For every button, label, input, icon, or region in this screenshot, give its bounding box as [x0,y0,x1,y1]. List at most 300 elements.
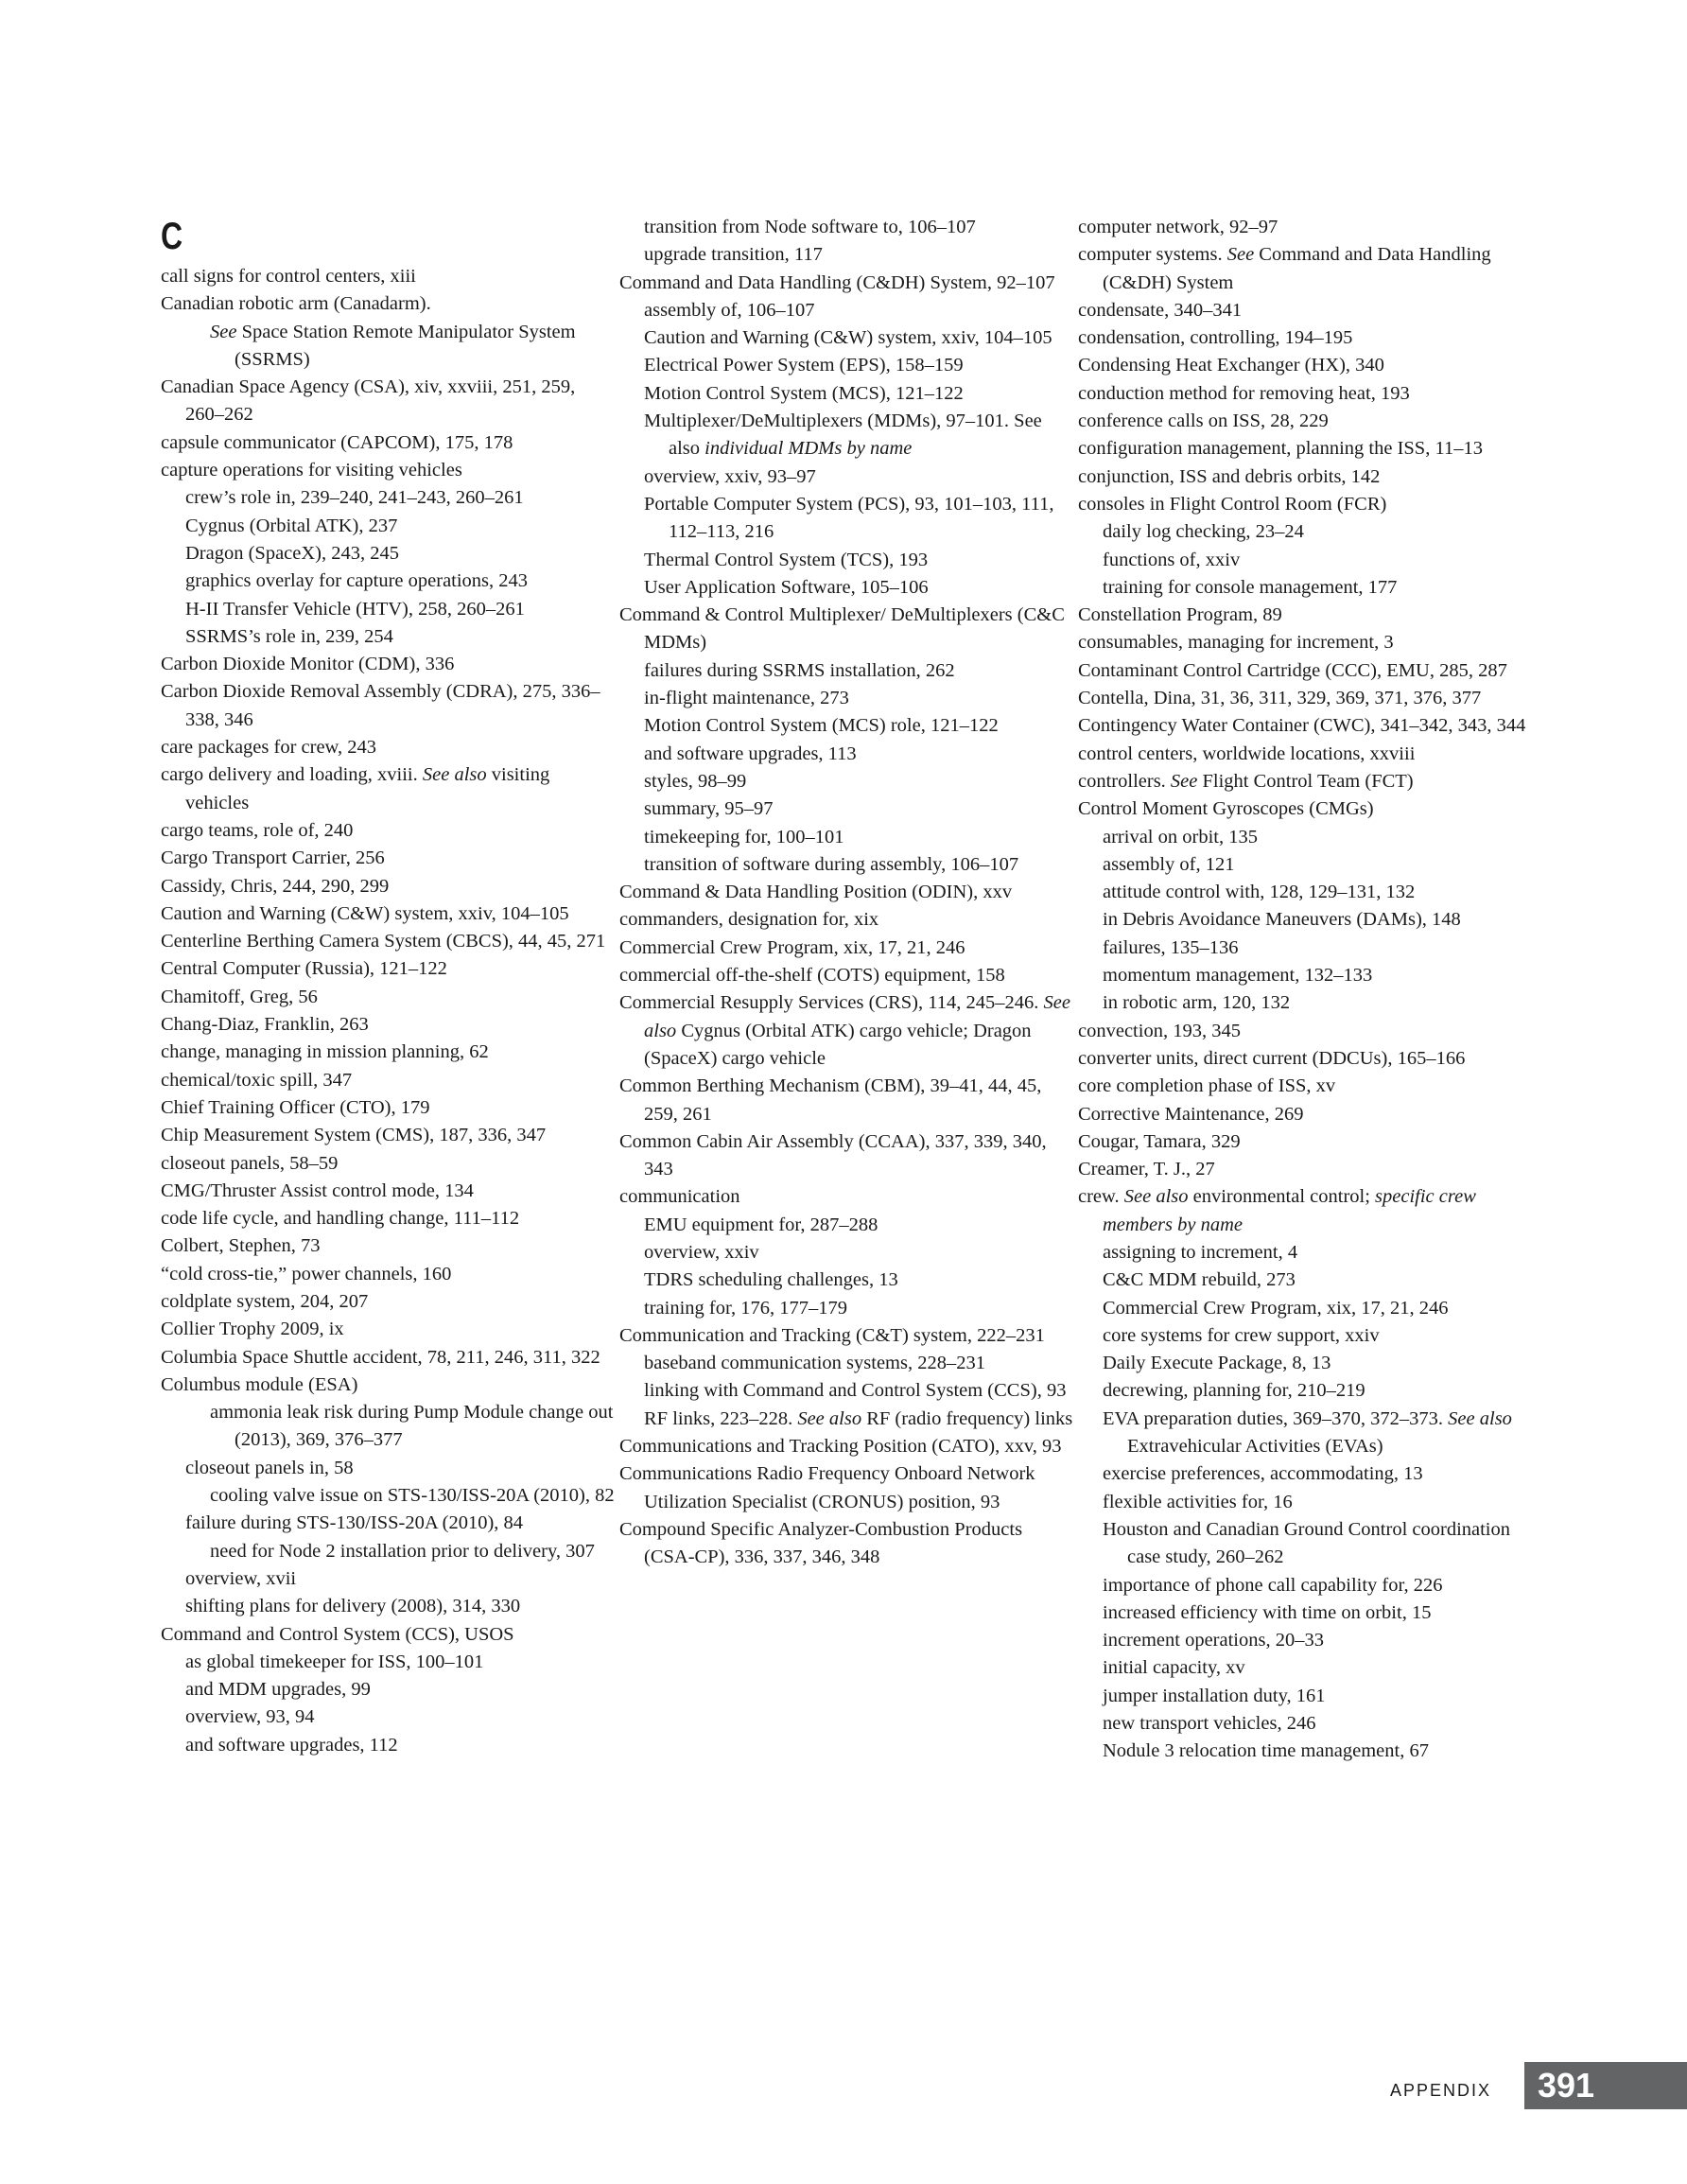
index-entry [161,1538,615,1565]
index-entry-italic: See [1226,244,1255,266]
index-entry [161,817,615,845]
index-entry [1078,1710,1532,1738]
index-entry [1078,297,1532,324]
index-entry [619,491,1073,547]
index-entry-text: importance of phone call capability for, 226 [1103,1574,1443,1596]
index-entry [1078,602,1532,629]
index-entry-text: Contella, Dina, 31, 36, 311, 329, 369, 371, 376, 377 [1078,688,1482,709]
index-entry [161,984,615,1011]
index-entry-text: failure during STS-130/ISS-20A (2010), 84 [185,1512,524,1534]
index-entry-text: timekeeping for, 100–101 [644,826,844,847]
index-entry-text: increased efficiency with time on orbit, 15 [1103,1601,1432,1623]
index-entry [161,761,615,817]
index-entry-text: Canadian robotic arm (Canadarm). [161,293,431,315]
index-entry [1078,1350,1532,1377]
index-entry [619,1350,1073,1377]
index-entry-text: new transport vehicles, 246 [1103,1713,1316,1735]
index-entry-text: attitude control with, 128, 129–131, 132 [1103,882,1416,903]
index-entry-text: visiting vehicles [185,764,550,813]
index-entry-text: consumables, managing for increment, 3 [1078,632,1394,654]
index-entry [161,651,615,678]
index-entry [619,270,1073,297]
index-entry [161,1205,615,1232]
index-entry-text: and software upgrades, 112 [185,1734,398,1756]
index-entry-text: conference calls on ISS, 28, 229 [1078,411,1329,432]
index-entry [161,1122,615,1149]
index-entry-text: and MDM upgrades, 99 [185,1679,371,1701]
index-entry-text: upgrade transition, 117 [644,244,823,266]
index-entry-text: closeout panels in, 58 [185,1457,354,1478]
index-entry-text: CMG/Thruster Assist control mode, 134 [161,1179,474,1201]
index-entry-text: Nodule 3 relocation time management, 67 [1103,1740,1429,1762]
index-entry [1078,518,1532,546]
index-entry [1078,906,1532,934]
index-entry-text: crew. [1078,1186,1124,1208]
index-entry-text: training for console management, 177 [1103,576,1398,598]
index-entry-text: Caution and Warning (C&W) system, xxiv, 104–105 [644,327,1052,349]
index-entry [1078,1295,1532,1322]
index-entry [161,319,615,375]
index-entry [161,845,615,872]
index-entry-text: Communications Radio Frequency Onboard Network Utilization Specialist (CRONUS) position, 93 [619,1463,1035,1512]
index-entry-text: Motion Control System (MCS), 121–122 [644,382,964,404]
index-entry-text: Cargo Transport Carrier, 256 [161,847,385,869]
index-entry [619,380,1073,408]
index-entry [619,712,1073,740]
index-entry [619,824,1073,851]
index-entry-text: Canadian Space Agency (CSA), xiv, xxviii, 251, 259, 260–262 [161,376,576,426]
index-entry [161,1316,615,1343]
index-entry [1078,1738,1532,1765]
index-entry-text: Colbert, Stephen, 73 [161,1235,321,1257]
index-entry-text: summary, 95–97 [644,798,774,820]
index-entry [1078,214,1532,241]
index-entry-italic: See also [1448,1407,1512,1429]
index-entry [161,1455,615,1482]
index-entry [161,1482,615,1510]
index-entry [619,962,1073,989]
index-column-2 [619,214,1073,1572]
index-entry [619,685,1073,712]
index-entry-italic: See [210,321,237,342]
index-entry [1078,1322,1532,1350]
index-entry-text: Creamer, T. J., 27 [1078,1159,1215,1180]
index-entry [619,1322,1073,1350]
index-entry-text: Flight Control Team (FCT) [1197,770,1414,792]
index-entry-text: Electrical Power System (EPS), 158–159 [644,355,964,376]
index-entry-text: overview, xvii [185,1567,297,1589]
index-entry [1078,1377,1532,1405]
index-entry [1078,574,1532,602]
index-entry-text: care packages for crew, 243 [161,737,377,759]
index-entry-text: overview, xxiv, 93–97 [644,465,816,487]
index-entry-text: Command & Control Multiplexer/ DeMultiplexers (C&C MDMs) [619,604,1065,654]
index-entry [1078,1627,1532,1654]
index-entry-text: computer systems. [1078,244,1227,266]
index-entry-text: crew’s role in, 239–240, 241–243, 260–261 [185,487,524,509]
index-entry [1078,241,1532,297]
index-entry [619,851,1073,879]
index-entry-text: Contingency Water Container (CWC), 341–342, 343, 344 [1078,715,1526,737]
index-entry [619,1406,1073,1433]
index-entry-text: change, managing in mission planning, 62 [161,1041,489,1063]
index-entry-text: commanders, designation for, xix [619,909,879,931]
index-entry-text: consoles in Flight Control Room (FCR) [1078,493,1387,515]
index-entry-text: Carbon Dioxide Removal Assembly (CDRA), 275, 336–338, 346 [161,681,600,730]
index-entry [619,768,1073,795]
index-entry-text: Motion Control System (MCS) role, 121–122 [644,715,999,737]
index-entry [161,734,615,761]
index-entry-text: call signs for control centers, xiii [161,266,416,287]
index-entry [161,290,615,318]
index-entry [1078,1239,1532,1267]
index-entry-text: EMU equipment for, 287–288 [644,1214,878,1235]
index-entry [619,1212,1073,1239]
index-entry-text: conjunction, ISS and debris orbits, 142 [1078,465,1381,487]
index-entry [161,1621,615,1649]
index-entry [161,900,615,928]
index-entry-text: arrival on orbit, 135 [1103,826,1258,847]
index-entry [161,1178,615,1205]
index-entry-text: EVA preparation duties, 369–370, 372–373. [1103,1407,1449,1429]
index-entry-text: Condensing Heat Exchanger (HX), 340 [1078,355,1384,376]
index-entry-text: Cygnus (Orbital ATK) cargo vehicle; Dragon (SpaceX) cargo vehicle [644,1020,1032,1069]
index-entry-text: Commercial Resupply Services (CRS), 114, 245–246. [619,992,1044,1014]
index-entry-italic: specific crew members by name [1103,1186,1476,1235]
index-entry-text: graphics overlay for capture operations, 243 [185,570,529,592]
index-entry-text: increment operations, 20–33 [1103,1630,1324,1651]
index-entry [161,596,615,623]
index-entry-text: Control Moment Gyroscopes (CMGs) [1078,798,1374,820]
index-entry-text: capsule communicator (CAPCOM), 175, 178 [161,431,513,453]
index-entry [1078,1489,1532,1516]
index-entry-text: Constellation Program, 89 [1078,604,1282,626]
index-entry [161,374,615,429]
index-entry [619,352,1073,379]
index-entry [1078,851,1532,879]
index-entry-text: Chang-Diaz, Franklin, 263 [161,1014,369,1036]
index-entry-text: C&C MDM rebuild, 273 [1103,1269,1296,1291]
index-entry [1078,1128,1532,1156]
index-entry [619,879,1073,906]
index-entry [1078,935,1532,962]
index-entry-text: Common Berthing Mechanism (CBM), 39–41, 44, 45, 259, 261 [619,1075,1042,1125]
index-entry [1078,962,1532,989]
index-entry-text: cargo teams, role of, 240 [161,819,354,841]
index-entry [1078,1101,1532,1128]
index-entry-text: converter units, direct current (DDCUs), 165–166 [1078,1047,1466,1069]
index-entry-text: Commercial Crew Program, xix, 17, 21, 246 [619,936,965,958]
section-letter: C [161,216,183,257]
index-entry [161,1344,615,1372]
index-entry-text: condensation, controlling, 194–195 [1078,327,1353,349]
index-entry [619,408,1073,463]
index-entry [161,873,615,900]
index-entry-text: Chip Measurement System (CMS), 187, 336, 347 [161,1125,547,1146]
index-entry [161,484,615,512]
index-entry-text: communication [619,1186,740,1208]
index-entry-text: Centerline Berthing Camera System (CBCS), 44, 45, 271 [161,931,606,952]
index-entry-text: commercial off-the-shelf (COTS) equipment, 158 [619,965,1005,987]
index-entry-text: need for Node 2 installation prior to delivery, 307 [210,1540,595,1562]
index-entry-text: Cougar, Tamara, 329 [1078,1130,1241,1152]
index-entry-text: functions of, xxiv [1103,549,1241,570]
index-entry-italic: See also [797,1407,862,1429]
index-entry-text: Command and Data Handling (C&DH) System [1103,244,1491,293]
index-entry [1078,352,1532,379]
index-entry-text: conduction method for removing heat, 193 [1078,382,1410,404]
index-entry [161,1261,615,1288]
index-entry [1078,657,1532,685]
index-entry [619,602,1073,657]
index-entry-text: Daily Execute Package, 8, 13 [1103,1353,1331,1374]
index-entry [1078,1267,1532,1294]
index-entry [1078,491,1532,518]
index-entry-italic: See also [422,764,487,786]
index-entry [1078,685,1532,712]
index-entry-italic: See also [644,992,1070,1041]
index-entry [161,1565,615,1593]
index-entry [1078,1460,1532,1488]
index-entry-text: initial capacity, xv [1103,1657,1245,1679]
index-entry [161,1704,615,1731]
index-entry-text: Collier Trophy 2009, ix [161,1319,344,1340]
index-entry [161,928,615,955]
index-entry [161,1288,615,1316]
index-entry [161,1067,615,1094]
index-entry [619,795,1073,823]
index-entry-text: shifting plans for delivery (2008), 314, 330 [185,1596,521,1617]
index-entry-text: failures, 135–136 [1103,936,1239,958]
index-entry-text: exercise preferences, accommodating, 13 [1103,1463,1423,1485]
index-entry-text: Dragon (SpaceX), 243, 245 [185,542,400,564]
index-entry-text: Command and Control System (CCS), USOS [161,1623,514,1645]
index-entry [1078,463,1532,491]
index-entry [1078,712,1532,740]
index-entry-text: cargo delivery and loading, xviii. [161,764,423,786]
index-entry [161,513,615,540]
index-entry-text: Extravehicular Activities (EVAs) [1127,1436,1383,1458]
index-entry-text: Thermal Control System (TCS), 193 [644,549,929,570]
index-entry-text: Portable Computer System (PCS), 93, 101–103, 111, 112–113, 216 [644,493,1054,543]
index-entry [1078,1516,1532,1572]
index-entry-italic: See also [1123,1186,1189,1208]
index-entry-text: TDRS scheduling challenges, 13 [644,1269,898,1291]
index-entry [161,623,615,651]
index-entry [1078,795,1532,823]
index-entry-text: transition of software during assembly, 106–107 [644,853,1019,875]
index-entry [161,1094,615,1122]
index-entry [161,1039,615,1066]
index-entry-text: ammonia leak risk during Pump Module change out (2013), 369, 376–377 [210,1402,614,1451]
index-entry-italic: See [1170,770,1198,792]
index-entry-text: Central Computer (Russia), 121–122 [161,958,447,980]
index-entry [1078,989,1532,1017]
index-entry-text: Space Station Remote Manipulator System (SSRMS) [235,321,576,370]
index-entry-text: Commercial Crew Program, xix, 17, 21, 246 [1103,1297,1449,1319]
index-entry-text: Compound Specific Analyzer-Combustion Products (CSA-CP), 336, 337, 346, 348 [619,1518,1023,1568]
index-entry-text: configuration management, planning the ISS, 11–13 [1078,438,1483,460]
index-entry-text: condensate, 340–341 [1078,299,1243,321]
index-entry [1078,879,1532,906]
index-entry [161,457,615,484]
index-entry [1078,1183,1532,1239]
index-entry [1078,768,1532,795]
index-entry-text: computer network, 92–97 [1078,217,1278,237]
index-entry-text: momentum management, 132–133 [1103,965,1373,987]
index-entry [619,241,1073,269]
index-entry-text: transition from Node software to, 106–107 [644,217,976,237]
index-entry [1078,1156,1532,1183]
index-entry [161,1372,615,1399]
index-entry [619,1460,1073,1516]
index-entry-text: capture operations for visiting vehicles [161,460,462,481]
index-entry-text: and software upgrades, 113 [644,743,857,764]
index-entry-text: User Application Software, 105–106 [644,576,929,598]
index-entry-text: assigning to increment, 4 [1103,1241,1298,1263]
index-column-3 [1078,214,1532,1766]
index-entry-text: control centers, worldwide locations, xxviii [1078,743,1416,764]
index-entry-text: Cassidy, Chris, 244, 290, 299 [161,875,390,897]
index-entry-text: Caution and Warning (C&W) system, xxiv, 104–105 [161,902,569,924]
index-entry-text: controllers. [1078,770,1171,792]
index-entry [1078,1654,1532,1682]
index-entry [1078,1406,1532,1461]
index-entry [619,297,1073,324]
index-entry [161,1510,615,1537]
index-entry [1078,824,1532,851]
index-entry-text: Columbus module (ESA) [161,1373,358,1395]
index-entry [1078,1572,1532,1599]
index-entry [619,1433,1073,1460]
index-entry [1078,1045,1532,1073]
page-number: 391 [1538,2066,1595,2105]
index-entry [161,429,615,457]
index-entry-text: daily log checking, 23–24 [1103,521,1304,543]
index-entry-text: core completion phase of ISS, xv [1078,1075,1336,1097]
index-entry-text: Chief Training Officer (CTO), 179 [161,1096,430,1118]
index-entry-text: baseband communication systems, 228–231 [644,1353,985,1374]
index-entry-text: SSRMS’s role in, 239, 254 [185,625,393,647]
footer-label: APPENDIX [1390,2081,1492,2100]
index-entry-text: flexible activities for, 16 [1103,1491,1293,1512]
index-entry-text: environmental control; [1188,1186,1376,1208]
index-entry [619,324,1073,352]
index-entry-text: in robotic arm, 120, 132 [1103,992,1291,1014]
index-entry [619,1239,1073,1267]
index-entry-italic: individual MDMs by name [704,438,913,460]
index-entry-text: Houston and Canadian Ground Control coordination case study, 260–262 [1103,1518,1511,1568]
index-entry-text: Common Cabin Air Assembly (CCAA), 337, 339, 340, 343 [619,1130,1047,1180]
index-entry-text: convection, 193, 345 [1078,1020,1241,1041]
index-entry [161,955,615,983]
index-entry [161,263,615,290]
index-entry-text: code life cycle, and handling change, 111–112 [161,1208,520,1230]
index-entry-text: closeout panels, 58–59 [161,1152,339,1174]
index-entry [1078,408,1532,435]
index-entry [619,935,1073,962]
index-entry [161,1593,615,1620]
index-entry-text: overview, 93, 94 [185,1706,315,1728]
index-entry-text: Cygnus (Orbital ATK), 237 [185,515,398,536]
index-entry [1078,741,1532,768]
index-entry [619,463,1073,491]
index-entry-text: in-flight maintenance, 273 [644,688,849,709]
index-entry [1078,1683,1532,1710]
index-entry-text: styles, 98–99 [644,770,747,792]
index-entry-text: Command & Data Handling Position (ODIN), xxv [619,882,1013,903]
index-entry [161,1732,615,1759]
index-entry-text: “cold cross-tie,” power channels, 160 [161,1263,452,1284]
index-entry [619,1183,1073,1211]
index-entry [161,1150,615,1178]
index-entry [161,1399,615,1455]
index-entry [619,1267,1073,1294]
index-entry-text: assembly of, 106–107 [644,299,815,321]
index-entry-text: training for, 176, 177–179 [644,1297,847,1319]
index-entry-text: linking with Command and Control System (CCS), 93 [644,1380,1067,1402]
index-entry-text: Corrective Maintenance, 269 [1078,1103,1304,1125]
index-entry [1078,547,1532,574]
index-entry-text: assembly of, 121 [1103,853,1235,875]
index-entry [619,1073,1073,1128]
index-entry-text: Multiplexer/DeMultiplexers (MDMs), 97–101. See also [644,411,1042,460]
index-entry-text: Communications and Tracking Position (CATO), xxv, 93 [619,1436,1062,1458]
index-entry-text: Chamitoff, Greg, 56 [161,986,318,1007]
index-entry-text: Columbia Space Shuttle accident, 78, 211, 246, 311, 322 [161,1346,600,1368]
index-entry-text: Command and Data Handling (C&DH) System, 92–107 [619,271,1055,293]
index-entry [619,906,1073,934]
index-entry-text: Communication and Tracking (C&T) system, 222–231 [619,1324,1045,1346]
index-entry [1078,435,1532,463]
index-entry [619,574,1073,602]
index-entry [1078,629,1532,656]
index-entry-text: H-II Transfer Vehicle (HTV), 258, 260–261 [185,598,525,620]
index-entry [619,547,1073,574]
index-entry-text: chemical/toxic spill, 347 [161,1069,353,1091]
index-entry [161,678,615,734]
index-entry-text: Carbon Dioxide Monitor (CDM), 336 [161,654,455,675]
index-entry [161,1649,615,1676]
index-entry [1078,1018,1532,1045]
index-entry [619,741,1073,768]
index-entry [619,657,1073,685]
index-entry [1078,324,1532,352]
index-entry-text: decrewing, planning for, 210–219 [1103,1380,1365,1402]
index-entry [619,1128,1073,1184]
index-entry-text: jumper installation duty, 161 [1103,1685,1326,1706]
index-entry-text: cooling valve issue on STS-130/ISS-20A (2010), 82 [210,1485,615,1507]
index-entry [1078,380,1532,408]
index-entry-text: core systems for crew support, xxiv [1103,1324,1380,1346]
index-entry [161,568,615,595]
index-entry [1078,1073,1532,1100]
index-column-1 [161,214,615,1759]
index-entry-text: RF links, 223–228. [644,1407,798,1429]
index-entry-text: Contaminant Control Cartridge (CCC), EMU, 285, 287 [1078,659,1507,681]
index-entry [619,989,1073,1073]
index-entry [161,540,615,568]
index-entry-text: as global timekeeper for ISS, 100–101 [185,1651,484,1672]
index-entry-text: coldplate system, 204, 207 [161,1290,369,1312]
index-entry [161,1232,615,1260]
index-entry [619,1295,1073,1322]
index-entry [1078,1599,1532,1627]
index-entry [619,1377,1073,1405]
index-entry-text: overview, xxiv [644,1241,759,1263]
index-entry [161,1676,615,1704]
index-entry-text: RF (radio frequency) links [861,1407,1073,1429]
